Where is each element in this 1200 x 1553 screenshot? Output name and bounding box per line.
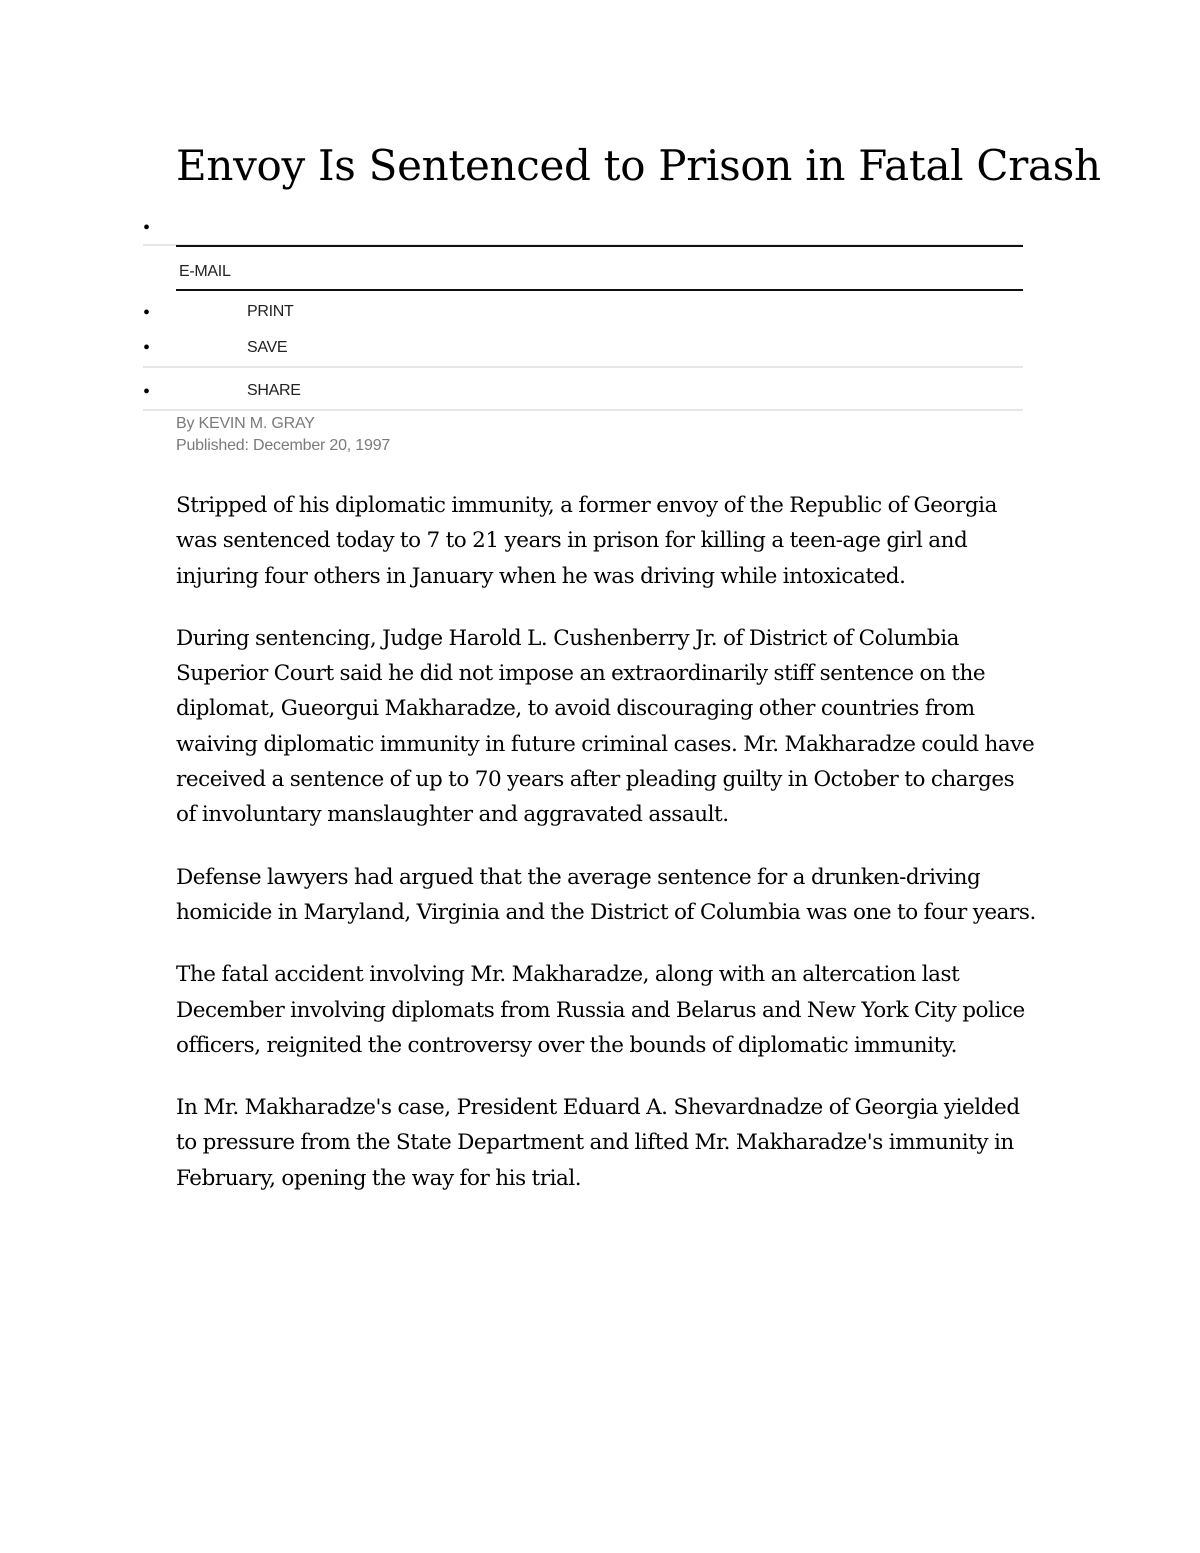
article-paragraph: During sentencing, Judge Harold L. Cushenberry Jr. of District of Columbia Superior Court said he did not impose an extraordinarily stiff sentence on the diplomat, Gueorgui Makharadze, to avoid discouraging other countries from waiving diplomatic immunity in future criminal cases. Mr. Makharadze could have received a sentence of up to 70 years after pleading guilty in October to charges of involuntary manslaughter and aggravated assault. <box>176 625 1035 828</box>
email-link[interactable]: E-MAIL <box>179 263 231 280</box>
headline: Envoy Is Sentenced to Prison in Fatal Crash <box>176 141 1101 190</box>
article-paragraph: In Mr. Makharadze's case, President Eduard A. Shevardnadze of Georgia yielded to pressure from the State Department and lifted Mr. Makharadze's immunity in February, opening the way for his trial. <box>176 1095 1020 1191</box>
published-date: Published: December 20, 1997 <box>176 437 391 454</box>
list-bullet: • <box>143 217 151 239</box>
share-link[interactable]: SHARE <box>247 382 301 399</box>
article-paragraph: Defense lawyers had argued that the average sentence for a drunken-driving homicide in Maryland, Virginia and the District of Columbia was one to four years. <box>176 864 1036 925</box>
divider <box>176 289 1023 291</box>
article-body <box>176 488 1036 1223</box>
divider <box>176 245 1023 247</box>
divider <box>143 409 1023 411</box>
print-link[interactable]: PRINT <box>247 303 294 320</box>
divider <box>143 366 1023 368</box>
list-bullet: • <box>143 337 151 359</box>
save-link[interactable]: SAVE <box>247 339 288 356</box>
article-paragraph: Stripped of his diplomatic immunity, a former envoy of the Republic of Georgia was sentenced today to 7 to 21 years in prison for killing a teen-age girl and injuring four others in January when he was driving while intoxicated. <box>176 493 997 589</box>
article-paragraph: The fatal accident involving Mr. Makharadze, along with an altercation last December involving diplomats from Russia and Belarus and New York City police officers, reignited the controversy over the bounds of diplomatic immunity. <box>176 962 1025 1058</box>
byline: By KEVIN M. GRAY <box>176 415 315 432</box>
list-bullet: • <box>143 302 151 324</box>
list-bullet: • <box>143 381 151 403</box>
